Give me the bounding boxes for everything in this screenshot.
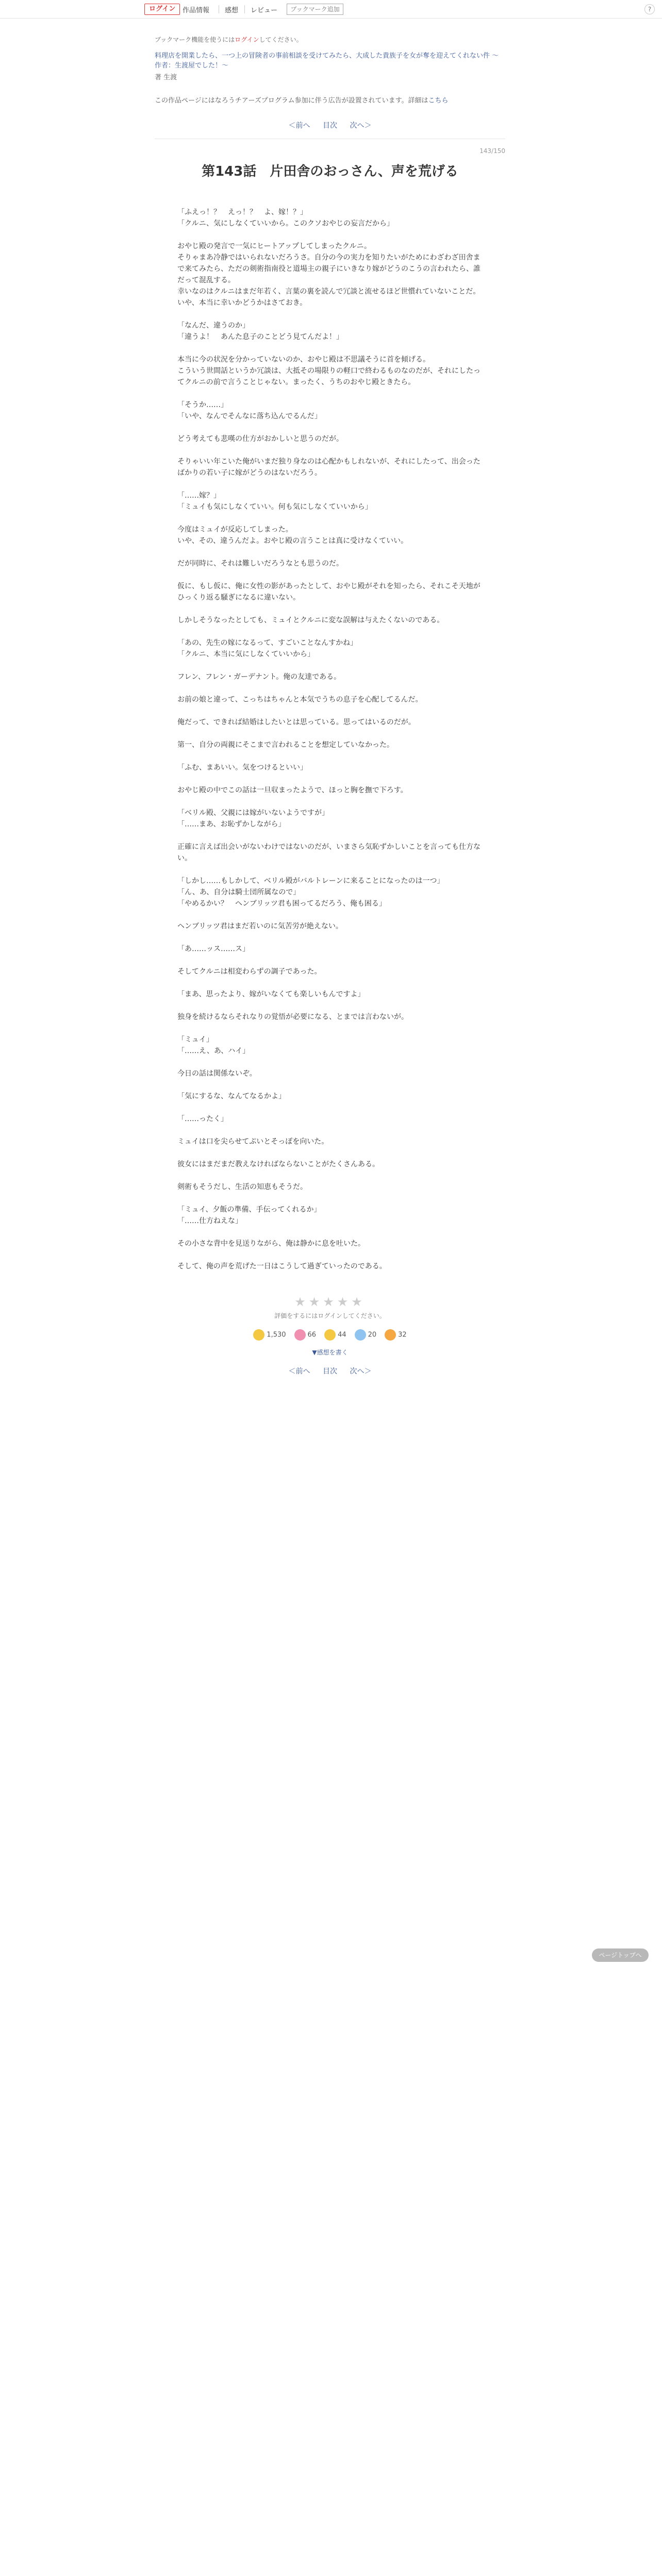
- body-paragraph: 「ベリル殿、父親には嫁がいないようですが」: [177, 809, 329, 817]
- laugh-icon: [324, 1329, 336, 1341]
- body-paragraph: 「ん、あ、自分は騎士団所属なので」: [177, 888, 301, 896]
- body-paragraph: 「まあ、思ったより、嫁がいなくても楽しいもんですよ」: [177, 990, 365, 998]
- reaction-button[interactable]: [355, 1329, 377, 1341]
- body-paragraph: ヘンブリッツ君はまだ若いのに気苦労が絶えない。: [177, 922, 343, 930]
- body-paragraph: そりゃいい年こいた俺がいまだ独り身なのは心配かもしれないが、それにしたって、出会ったばかりの若い子に嫁がどうのはないだろう。: [177, 457, 481, 477]
- body-paragraph: そして、俺の声を荒げた一日はこうして過ぎていったのである。: [177, 1262, 387, 1270]
- reaction-count: 32: [398, 1331, 407, 1339]
- cheers-program-notice: [155, 95, 505, 105]
- body-paragraph: その小さな背中を見送りながら、俺は静かに息を吐いた。: [177, 1240, 365, 1248]
- prev-link[interactable]: ＜前へ: [288, 122, 310, 130]
- body-paragraph: 「ミュイも気にしなくていい。何も気にしなくていいから」: [177, 503, 372, 511]
- body-paragraph: [177, 569, 483, 581]
- body-paragraph: 今度はミュイが反応してしまった。: [177, 526, 293, 534]
- body-paragraph: 独身を続けるならそれなりの覚悟が必要になる、とまでは言わないが。: [177, 1013, 408, 1021]
- heart-icon: [294, 1329, 306, 1341]
- series-title-link[interactable]: 料理店を開業したら、一つ上の冒険者の事前相談を受けてみたら、大成した貴族子を女が奪を迎えてくれない件 ～ 作者：生渡屋でした！～: [155, 52, 499, 70]
- body-paragraph: [177, 1147, 483, 1159]
- nav-divider: [244, 5, 245, 13]
- body-paragraph: 「クルニ、本当に気にしなくていいから」: [177, 650, 315, 658]
- reaction-count: 20: [368, 1331, 377, 1339]
- toc-link[interactable]: 目次: [323, 122, 337, 130]
- next-link[interactable]: 次へ＞: [350, 122, 372, 130]
- body-paragraph: こういう世間話というか冗談は、大抵その場限りの軽口で終わるものなのだが、それにしたってクルニの前で言うことじゃない。まったく、うちのおやじ殿ときたら。: [177, 367, 481, 386]
- body-paragraph: いや、その、違うんだよ。おやじ殿の言うことは真に受けなくていい。: [177, 537, 408, 545]
- body-paragraph: 幸いなのはクルニはまだ年若く、言葉の裏を読んで冗談と流せるほど世慣れていないことだ。いや、本当に幸いかどうかはさておき。: [177, 287, 481, 307]
- body-paragraph: 剣術もそうだし、生活の知恵もそうだ。: [177, 1183, 307, 1191]
- body-paragraph: [177, 728, 483, 739]
- chapter-number: 143/150: [479, 147, 505, 155]
- body-paragraph: [177, 1193, 483, 1204]
- rating-login-note: 評価をするにはログインしてください。: [274, 1312, 386, 1319]
- clap-icon: [385, 1329, 396, 1341]
- login-notice-text: ブックマーク機能を使うには: [155, 36, 235, 43]
- body-paragraph: 第一、自分の両親にそこまで言われることを想定していなかった。: [177, 741, 394, 749]
- body-paragraph: おやじ殿の発言で一気にヒートアップしてしまったクルニ。: [177, 242, 372, 250]
- body-paragraph: [177, 1079, 483, 1091]
- surprise-icon: [355, 1329, 366, 1341]
- body-paragraph: [177, 309, 483, 320]
- body-paragraph: 彼女にはまだまだ教えなければならないことがたくさんある。: [177, 1160, 379, 1168]
- body-paragraph: 「ミュイ」: [177, 1036, 213, 1044]
- chapter-title: 第143話 片田舎のおっさん、声を荒げる: [202, 164, 458, 179]
- body-paragraph: [177, 864, 483, 875]
- rating-section: [155, 1295, 505, 1320]
- reaction-button[interactable]: [294, 1329, 317, 1341]
- bookmark-add-button[interactable]: ブックマーク追加: [287, 4, 343, 15]
- body-paragraph: 「……まあ、お恥ずかしながら」: [177, 820, 286, 828]
- body-paragraph: 俺だって、できれば結婚はしたいとは思っている。思ってはいるのだが。: [177, 718, 416, 726]
- body-paragraph: [177, 705, 483, 717]
- body-paragraph: 正確に言えば出会いがないわけではないのだが、いまさら気恥ずかしいことを言っても仕方ない。: [177, 843, 481, 862]
- body-paragraph: 「クルニ、気にしなくていいから。このクソおやじの妄言だから」: [177, 219, 394, 228]
- body-paragraph: [177, 479, 483, 490]
- body-paragraph: [177, 796, 483, 807]
- body-paragraph: おやじ殿の中でこの話は一旦収まったようで、ほっと胸を撫で下ろす。: [177, 786, 408, 794]
- page-top-button[interactable]: ページトップへ: [592, 1948, 649, 1962]
- good-icon: [253, 1329, 264, 1341]
- reaction-button[interactable]: [385, 1329, 407, 1341]
- body-paragraph: [177, 977, 483, 989]
- cheers-program-link[interactable]: こちら: [428, 97, 449, 105]
- nav-impressions[interactable]: 感想: [225, 7, 239, 14]
- body-paragraph: [177, 388, 483, 399]
- body-paragraph: 「気にするな、なんてなるかよ」: [177, 1092, 286, 1100]
- body-paragraph: 今日の話は関係ないぞ。: [177, 1070, 257, 1078]
- reaction-button[interactable]: [324, 1329, 346, 1341]
- body-paragraph: どう考えても悲嘆の仕方がおかしいと思うのだが。: [177, 435, 343, 443]
- login-button[interactable]: ログイン: [144, 4, 180, 15]
- body-paragraph: [177, 422, 483, 433]
- reaction-bar: [155, 1329, 505, 1341]
- body-paragraph: 「なんだ、違うのか」: [177, 321, 250, 330]
- main-content: [155, 19, 505, 1376]
- nav-reviews[interactable]: レビュー: [251, 7, 278, 14]
- body-paragraph: フレン、フレン・ガーデナント。俺の友達である。: [177, 673, 341, 681]
- body-paragraph: [177, 343, 483, 354]
- body-paragraph: [177, 1249, 483, 1261]
- body-paragraph: [177, 773, 483, 785]
- body-paragraph: しかしそうなったとしても、ミュイとクルニに変な誤解は与えたくないのである。: [177, 616, 444, 624]
- body-paragraph: [177, 1023, 483, 1034]
- body-paragraph: そりゃまあ冷静ではいられないだろうさ。自分の今の実力を知りたいがためにわざわざ田舎まで来てみたら、ただの剣術指南役と道場主の親子にいきなり嫁がどうのこうの言われたら、誰だって混乱する。: [177, 253, 481, 284]
- chapter-body: [155, 207, 505, 1272]
- prev-link-bottom[interactable]: ＜前へ: [288, 1367, 310, 1376]
- write-impression-link[interactable]: ▼感想を書く: [312, 1349, 348, 1356]
- nav-work-info[interactable]: 作品情報: [183, 7, 210, 14]
- body-paragraph: [177, 1102, 483, 1113]
- body-paragraph: [177, 445, 483, 456]
- body-paragraph: 「ふえっ！？ えっ！？ よ、嫁！？」: [177, 208, 307, 216]
- body-paragraph: [177, 932, 483, 943]
- body-paragraph: 「……え、あ、ハイ」: [177, 1047, 250, 1055]
- login-notice: [155, 35, 505, 44]
- body-paragraph: [177, 751, 483, 762]
- reaction-count: 44: [338, 1331, 346, 1339]
- body-paragraph: [177, 1000, 483, 1011]
- body-paragraph: [177, 603, 483, 615]
- body-paragraph: 「違うよ！ あんた息子のことどう見てんだよ！」: [177, 333, 343, 341]
- body-paragraph: [177, 1170, 483, 1181]
- body-paragraph: 「やめるかい？ ヘンブリッツ君も困ってるだろう、俺も困る」: [177, 900, 386, 908]
- body-paragraph: [177, 1125, 483, 1136]
- body-paragraph: お前の娘と違って、こっちはちゃんと本気でうちの息子を心配してるんだ。: [177, 696, 423, 704]
- body-paragraph: [177, 830, 483, 841]
- pager-top: [155, 120, 505, 130]
- reaction-count: 1,530: [267, 1331, 286, 1339]
- body-paragraph: ミュイは口を尖らせてぷいとそっぽを向いた。: [177, 1138, 329, 1146]
- body-paragraph: [177, 513, 483, 524]
- body-paragraph: だが同時に、それは難しいだろうなとも思うのだ。: [177, 560, 343, 568]
- pager-bottom: [155, 1366, 505, 1376]
- author-name[interactable]: 著 生渡: [155, 74, 177, 81]
- body-paragraph: 「……ったく」: [177, 1115, 228, 1123]
- reaction-button[interactable]: [253, 1329, 286, 1341]
- body-paragraph: 「しかし……もしかして、ベリル殿がバルトレーンに来ることになったのは一つ」: [177, 877, 444, 885]
- body-paragraph: 「そうか……」: [177, 401, 228, 409]
- body-paragraph: 「いや、なんでそんなに落ち込んでるんだ」: [177, 412, 322, 420]
- body-paragraph: [177, 547, 483, 558]
- body-paragraph: 「あ……ッス……ス」: [177, 945, 250, 953]
- body-paragraph: 「……嫁？」: [177, 492, 221, 500]
- body-paragraph: [177, 229, 483, 241]
- toc-link-bottom[interactable]: 目次: [323, 1367, 337, 1376]
- body-paragraph: [177, 660, 483, 671]
- body-paragraph: [177, 955, 483, 966]
- help-icon[interactable]: ?: [644, 4, 655, 14]
- next-link-bottom[interactable]: 次へ＞: [350, 1367, 372, 1376]
- body-paragraph: 「ミュイ、夕飯の準備、手伝ってくれるか」: [177, 1206, 321, 1214]
- reaction-count: 66: [307, 1331, 317, 1339]
- login-link[interactable]: ログイン: [235, 36, 259, 43]
- body-paragraph: 本当に今の状況を分かっていないのか、おやじ殿は不思議そうに首を傾げる。: [177, 355, 430, 364]
- rating-stars[interactable]: ★★★★★: [294, 1295, 366, 1309]
- body-paragraph: そしてクルニは相変わらずの調子であった。: [177, 968, 322, 976]
- login-notice-text-after: してください。: [259, 36, 303, 43]
- body-paragraph: [177, 683, 483, 694]
- top-bar: [0, 0, 662, 19]
- body-paragraph: 「……仕方ねえな」: [177, 1217, 242, 1225]
- cheers-program-text: この作品ページにはなろうチアーズプログラム参加に伴う広告が設置されています。詳細は: [155, 97, 428, 105]
- body-paragraph: 「ふむ、まあいい。気をつけるといい」: [177, 764, 307, 772]
- body-paragraph: [177, 1057, 483, 1068]
- body-paragraph: 仮に、もし仮に、俺に女性の影があったとして、おやじ殿がそれを知ったら、それこそ天地がひっくり返る騒ぎになるに違いない。: [177, 582, 481, 602]
- body-paragraph: [177, 626, 483, 637]
- body-paragraph: [177, 1227, 483, 1238]
- body-paragraph: 「あの、先生の嫁になるって、すごいことなんすかね」: [177, 639, 358, 647]
- body-paragraph: [177, 909, 483, 921]
